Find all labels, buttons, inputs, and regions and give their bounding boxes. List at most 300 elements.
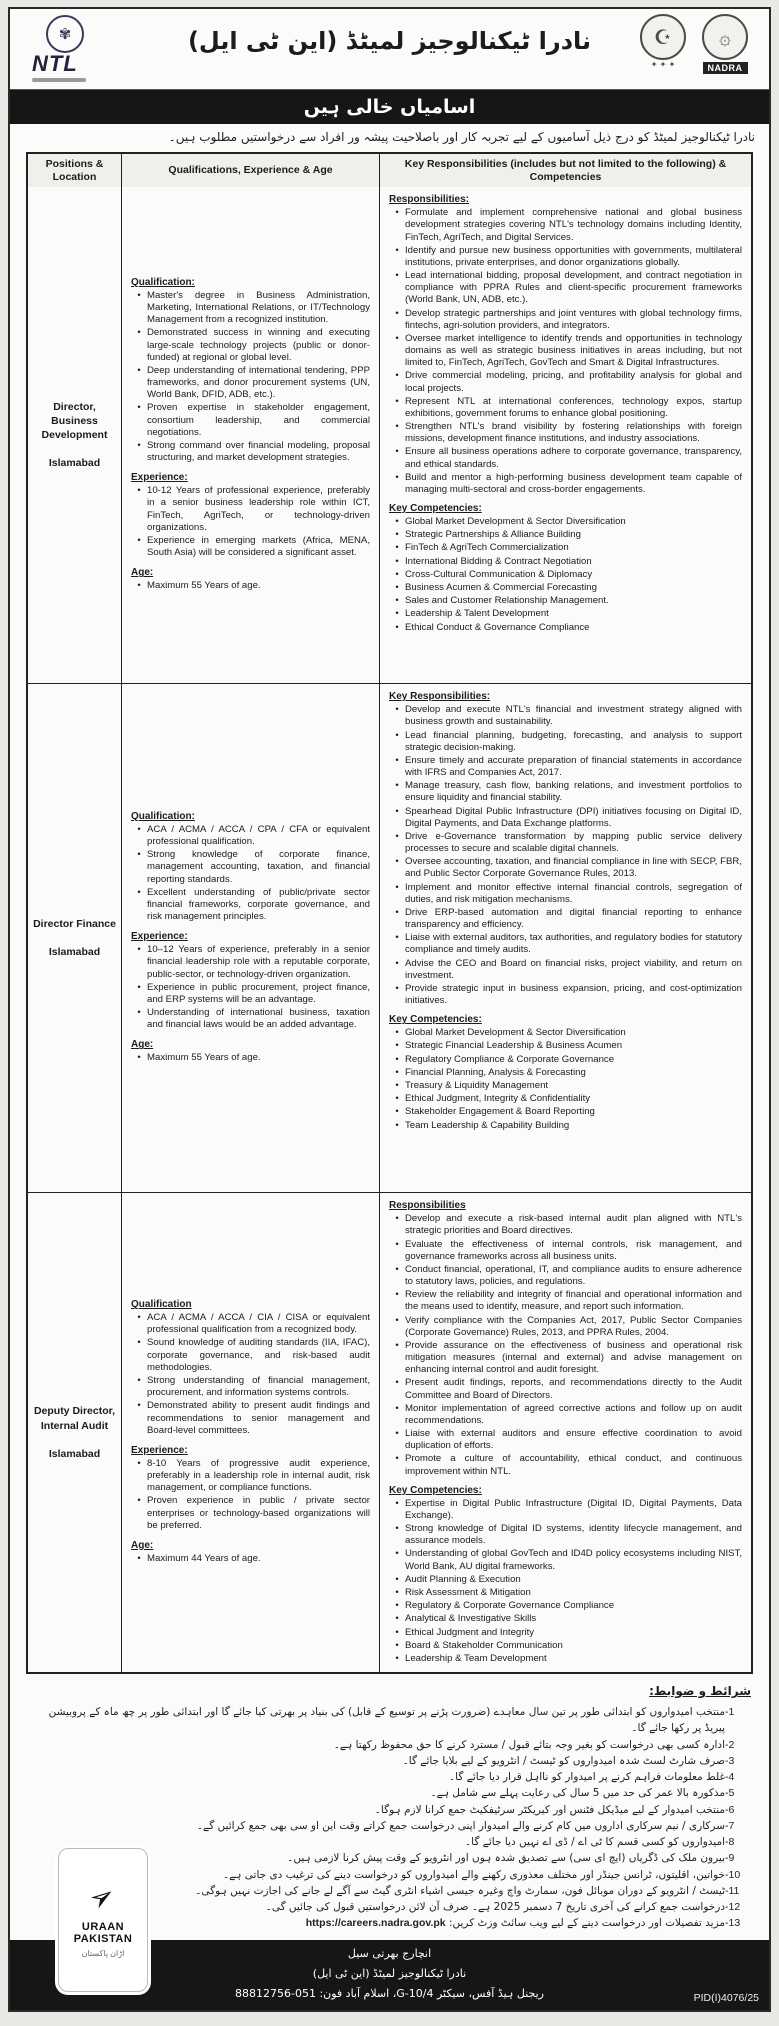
position-city: Islamabad [48,457,101,470]
experience-list [131,944,370,1032]
bullet-text: Represent NTL at international conferences, technology expos, startup exhibitions, government forums to enhance global positioning. [405,395,742,419]
bullet-icon: • [137,849,141,861]
experience-list [131,1458,370,1533]
term-number: -2 [725,1738,735,1751]
bullet-text: Develop strategic partnerships and joint ventures with global technology firms, fintechs, agri-solution providers, and integrators. [405,307,742,331]
term-number: -11 [725,1884,740,1897]
term-item [24,1753,751,1769]
term-item [24,1818,751,1834]
bullet-text: Maximum 55 Years of age. [147,580,261,592]
bullet-icon: • [395,1339,399,1351]
terms-heading: شرائط و ضوابط: [649,1684,751,1699]
bullet-text: Demonstrated success in winning and executing large-scale technology projects (public or donor-funded) at regional or global level. [147,327,370,363]
term-text: بیرون ملک کی ڈگریاں (ایچ ای سی) سے تصدیق شدہ ہوں اور انٹرویو کے وقت پیش کرنا لازمی ہیں۔ [287,1852,725,1865]
bullet-text: Financial Planning, Analysis & Forecasting [405,1066,586,1078]
bullet-item [389,1498,742,1522]
term-text: ادارہ کسی بھی درخواست کو بغیر وجہ بتائے قبول / مسترد کرنے کا حق محفوظ رکھتا ہے۔ [333,1738,725,1751]
bullet-icon: • [137,289,141,301]
bullet-icon: • [395,1613,399,1625]
bullet-item [389,308,742,332]
bullet-text: Master's degree in Business Administration, Marketing, International Relations, or IT/Technology Management from a recognized institution. [147,289,370,326]
bullet-item [389,1315,742,1339]
bullet-item [389,1403,742,1427]
bullet-item [131,1337,370,1374]
section-heading: Age: [131,567,154,579]
bullet-text: Develop and execute NTL's financial and investment strategy aligned with business growth and sustainability. [405,704,742,728]
bullet-text: Sound knowledge of auditing standards (IIA, IFAC), corporate governance, and risk-based audit methodologies. [147,1337,370,1373]
bullet-item [389,1213,742,1237]
nadra-logo [699,14,751,74]
bullet-item [131,535,370,559]
bullet-text: Global Market Development & Sector Diversification [405,516,626,528]
term-text: غلط معلومات فراہم کرنے پر امیدوار کو نااہل قرار دیا جائے گا۔ [449,1771,725,1784]
emblems [637,14,751,74]
bullet-text: 8-10 Years of progressive audit experience, preferably in a leadership role in internal audit, risk management, or compliance functions. [147,1457,370,1494]
bullet-text: Identify and pursue new business opportunities with governments, multilateral institutions, private enterprises, and donor organizations globally. [405,244,742,268]
section-heading: Responsibilities [389,1200,466,1212]
bullet-item [131,580,370,592]
bullet-item [389,608,742,620]
responsibilities-cell [380,684,751,1192]
job-row [28,187,751,683]
bullet-text: Understanding of international business, taxation and financial laws would be an added advantage. [147,1007,370,1031]
bullet-text: Ethical Judgment and Integrity [405,1626,535,1638]
responsibilities-cell [380,187,751,683]
bullet-text: Expertise in Digital Public Infrastructure (Digital ID, Digital Payments, Data Exchange). [405,1497,742,1521]
bullet-item [389,1054,742,1066]
bullet-item [131,887,370,924]
term-number: -10 [725,1868,741,1881]
bullet-icon: • [137,534,141,546]
bullet-item [389,270,742,307]
bullet-item [389,1027,742,1039]
bullet-icon: • [137,439,141,451]
bullet-item [131,1400,370,1437]
bullet-icon: • [137,1312,141,1324]
bullet-item [389,333,742,370]
bullet-icon: • [395,754,399,766]
bullet-text: Oversee accounting, taxation, and financial compliance in line with SECP, FBR, and Public Sector Corporate Governance Rules, 2013. [405,856,742,880]
responsibilities-cell [380,1193,751,1672]
bullet-icon: • [395,529,399,541]
bullet-text: Strong knowledge of Digital ID systems, identity lifecycle management, and assurance models. [405,1523,742,1547]
bullet-item [131,1458,370,1495]
age-list [131,580,370,593]
bullet-icon: • [395,621,399,633]
bullet-text: Excellent understanding of public/private sector financial frameworks, corporate governance, and risk management principles. [147,886,370,923]
section-heading: Key Competencies: [389,1014,482,1026]
term-number: -7 [725,1819,735,1832]
bullet-text: Team Leadership & Capability Building [405,1119,570,1131]
responsibilities-list [389,704,742,1007]
bullet-icon: • [395,307,399,319]
bullet-icon: • [395,982,399,994]
bullet-item [389,1264,742,1288]
section-heading: Experience: [131,1444,188,1456]
bullet-text: Audit Planning & Execution [405,1573,521,1585]
bullet-icon: • [395,1263,399,1275]
experience-list [131,485,370,560]
bullet-icon: • [395,332,399,344]
bullet-text: 10–12 Years of experience, preferably in a senior financial leadership role with a reputable corporate, public-sector, or technology-driven organization. [147,944,370,980]
bullet-icon: • [137,886,141,898]
bullet-text: Present audit findings, reports, and recommendations directly to the Audit Committee and Board of Directors. [405,1377,742,1401]
bullet-item [389,780,742,804]
bullet-text: Strong command over financial modeling, proposal structuring, and market development strategies. [147,439,370,464]
ntl-logo-tagline [32,78,86,82]
bullet-item [389,856,742,880]
term-text: ٹیسٹ / انٹرویو کے دوران موبائل فون، سمارٹ واچ وغیرہ جیسی اشیاء انٹری گیٹ سے آگے لے جانے کی اجازت نہیں ہوگی۔ [195,1884,725,1897]
ntl-logo-icon: ✾ [46,15,84,53]
nadra-logo-text: NADRA [703,62,748,74]
bullet-icon: • [395,370,399,382]
bullet-text: Ethical Judgment, Integrity & Confidentiality [405,1093,591,1105]
qualifications-cell [122,187,380,683]
bullet-text: Sales and Customer Relationship Management. [405,595,609,607]
bullet-item [389,542,742,554]
bullet-icon: • [137,823,141,835]
bullet-item [389,1627,742,1639]
term-number: -6 [725,1803,735,1816]
column-header-responsibilities: Key Responsibilities (includes but not limited to the following) & Competencies [404,158,727,183]
term-number: -13 [725,1917,741,1930]
bullet-icon: • [395,1377,399,1389]
bullet-icon: • [395,856,399,868]
bullet-icon: • [395,421,399,433]
bullet-item [389,472,742,496]
bullet-icon: • [137,1052,141,1064]
bullet-text: Experience in public procurement, project finance, and ERP systems will be an advantage. [147,981,370,1005]
bullet-text: Monitor implementation of agreed corrective actions and follow up on audit recommendations. [405,1402,742,1426]
bullet-item [389,396,742,420]
bullet-text: Liaise with external auditors and ensure effective coordination to avoid duplication of efforts. [405,1428,742,1452]
bullet-icon: • [395,568,399,580]
bullet-item [389,1040,742,1052]
bullet-item [389,755,742,779]
bullet-item [389,1640,742,1652]
bullet-text: Board & Stakeholder Communication [405,1639,563,1651]
bullet-item [389,1080,742,1092]
bullet-item [389,370,742,394]
section-heading: Experience: [131,931,188,943]
bullet-icon: • [395,1080,399,1091]
term-text: منتخب امیدواروں کو ابتدائی طور پر تین سال معاہدے (ضرورت پڑنے پر توسیع کے قابل) کی بنیاد پر بھرتی کیا جائے گا اور ابتدائی طور پر چھ ماہ کے پروبیشن پیریڈ پر رکھا جائے گا۔ [48,1706,725,1735]
bullet-icon: • [137,327,141,339]
bullet-text: Promote a culture of accountability, ethical conduct, and continuous improvement within NTL. [405,1453,742,1477]
bullet-icon: • [395,1093,399,1105]
jobs-table [26,152,753,1674]
bullet-item [389,1587,742,1599]
bullet-text: Ethical Conduct & Governance Compliance [405,621,590,633]
bullet-text: Deep understanding of international tendering, PPP frameworks, and donor procurement systems (UN, World Bank, DFID, ADB, etc.). [147,364,370,401]
term-number: -1 [725,1706,735,1719]
section-heading: Key Competencies: [389,503,482,515]
bullet-text: Proven experience in public / private sector enterprises or technology-based organizations will be preferred. [147,1495,370,1531]
bullet-text: Evaluate the effectiveness of internal controls, risk management, and governance frameworks across all business units. [405,1238,742,1262]
bullet-icon: • [137,580,141,592]
bullet-icon: • [395,1238,399,1250]
bullet-text: Strong understanding of financial management, procurement, and information systems controls. [147,1375,370,1399]
position-location-cell [28,684,122,1192]
bullet-item [131,1007,370,1031]
bullet-icon: • [137,1552,141,1564]
bullet-icon: • [395,932,399,944]
uraan-pakistan-logo: ➢ URAAN PAKISTAN اڑان پاکستان [58,1848,148,1992]
bullet-icon: • [137,1337,141,1349]
nadra-emblem-icon: ۞ [702,14,748,60]
bullet-icon: • [137,1007,141,1019]
term-text: درخواست جمع کرانے کی آخری تاریخ 7 دسمبر 2025 ہے۔ صرف آن لائن درخواستیں قبول کی جائیں گی۔ [265,1901,725,1914]
bullet-text: Verify compliance with the Companies Act, 2017, Public Sector Companies (Corporate Governance) Rules, 2013, and PPRA Rules, 2004. [405,1314,742,1338]
intro-text: نادرا ٹیکنالوجیز لمیٹڈ کو درج ذیل آسامیوں کے لیے تجربہ کار اور باصلاحیت پیشہ ور افراد سے درخواستیں مطلوب ہیں۔ [168,130,755,144]
bullet-item [389,882,742,906]
bullet-item [389,245,742,269]
bullet-icon: • [395,446,399,458]
bullet-icon: • [137,485,141,497]
bullet-icon: • [395,542,399,554]
bullet-item [389,207,742,244]
bullet-item [389,516,742,528]
section-heading: Experience: [131,472,188,484]
bullet-item [131,849,370,886]
bullet-text: Strengthen NTL's brand visibility by fostering relationships with foreign missions, development finance institutions, and industry associations. [405,421,742,445]
bullet-text: Strong knowledge of corporate finance, management accounting, taxation, and financial reporting standards. [147,849,370,885]
bullet-item [389,1106,742,1118]
term-text: خواتین، اقلیتوں، ٹرانس جینڈر اور مختلف معذوری رکھنے والے امیدواروں کو درخواست دینے کی ترغیب دی جاتی ہے۔ [222,1868,725,1881]
section-heading: Responsibilities: [389,194,470,206]
bullet-icon: • [137,402,141,414]
bullet-icon: • [395,1066,399,1078]
bullet-text: Treasury & Liquidity Management [405,1080,549,1091]
bullet-icon: • [395,1587,399,1598]
bullet-item [389,958,742,982]
age-list [131,1052,370,1065]
bullet-item [389,569,742,581]
bullet-icon: • [137,1457,141,1469]
bullet-icon: • [395,595,399,607]
bullet-item [389,704,742,728]
bullet-icon: • [395,582,399,593]
footer-line: نادرا ٹیکنالوجیز لمیٹڈ (این ٹی ایل) [312,1966,467,1980]
bullet-text: Provide assurance on the effectiveness of business and operational risk mitigation measures (internal and external) and advise management on enhancing internal control and audit foresight. [405,1339,742,1376]
bullet-text: Business Acumen & Commercial Forecasting [405,582,597,593]
bullet-item [131,327,370,364]
bullet-icon: • [395,1289,399,1301]
bullet-item [389,1120,742,1132]
term-text: امیدواروں کو کسی قسم کا ٹی اے / ڈی اے نہیں دیا جائے گا۔ [465,1836,725,1849]
pid-number: PID(I)4076/25 [693,1992,759,2004]
header [10,9,769,90]
bullet-item [389,1653,742,1665]
position-location-cell [28,1193,122,1672]
bullet-item [131,1495,370,1532]
bullet-text: FinTech & AgriTech Commercialization [405,542,569,554]
bullet-item [389,983,742,1007]
responsibilities-list [389,207,742,496]
bullet-item [389,1093,742,1105]
bullet-item [131,1052,370,1064]
bullet-text: Maximum 55 Years of age. [147,1052,261,1064]
term-number: -4 [725,1771,735,1784]
term-number: -5 [725,1787,735,1800]
bullet-text: Manage treasury, cash flow, banking relations, and investment portfolios to ensure liquidity and financial stability. [405,780,742,804]
bullet-text: Review the reliability and integrity of financial and operational information and the means used to identify, measure, and report such information. [405,1289,742,1313]
bullet-item [389,806,742,830]
bullet-text: Drive e-Governance transformation by mapping public service delivery processes to secure and scalable digital channels. [405,830,742,855]
bullet-icon: • [395,471,399,483]
bullet-item [389,1613,742,1625]
bullet-text: Conduct financial, operational, IT, and compliance audits to ensure adherence to statutory laws, policies, and regulations. [405,1263,742,1288]
bullet-text: Build and mentor a high-performing business development team capable of managing multi-sectoral and cross-border engagements. [405,471,742,495]
bullet-text: Lead financial planning, budgeting, forecasting, and analysis to support strategic decision-making. [405,729,742,753]
bullet-item [131,1312,370,1336]
term-item [24,1737,751,1753]
bullet-icon: • [395,1027,399,1039]
bullet-text: Demonstrated ability to present audit findings and recommendations to senior management and Board-level committees. [147,1400,370,1436]
bullet-icon: • [137,981,141,993]
competencies-list [389,1027,742,1131]
term-text: صرف شارٹ لسٹ شدہ امیدواروں کو ٹیسٹ / انٹرویو کے لیے بلایا جائے گا۔ [402,1754,725,1767]
responsibilities-list [389,1213,742,1478]
table-header-row [28,154,751,187]
term-number: -3 [725,1754,735,1767]
bullet-text: International Bidding & Contract Negotiation [405,555,592,567]
column-header-positions: Positions & Location [28,154,122,187]
bullet-item [389,529,742,541]
bullet-text: Regulatory & Corporate Governance Compliance [405,1600,615,1612]
bullet-icon: • [395,270,399,282]
section-heading: Age: [131,1039,154,1051]
bullet-text: Understanding of global GovTech and ID4D policy ecosystems including NIST, World Bank, AU digital frameworks. [405,1548,742,1572]
bullet-text: Analytical & Investigative Skills [405,1613,537,1625]
bullet-icon: • [395,1600,399,1612]
bullet-item [131,1375,370,1399]
position-title: Director, Business Development [41,400,108,442]
bullet-icon: • [395,1548,399,1560]
bullet-item [131,402,370,439]
bullet-text: Regulatory Compliance & Corporate Governance [405,1053,615,1065]
bullet-item [389,595,742,607]
section-heading: Key Responsibilities: [389,691,491,703]
qualifications-cell [122,1193,380,1672]
bullet-text: Stakeholder Engagement & Board Reporting [405,1106,595,1118]
bullet-text: Ensure timely and accurate preparation of financial statements in accordance with IFRS and Companies Act, 2017. [405,754,742,779]
bullet-icon: • [395,207,399,219]
bullet-text: Strategic Partnerships & Alliance Building [405,529,581,541]
term-item [24,1802,751,1818]
bullet-text: Experience in emerging markets (Africa, MENA, South Asia) will be considered a significant asset. [147,534,370,559]
bullet-icon: • [395,704,399,716]
bullet-icon: • [395,1428,399,1440]
bullet-icon: • [395,1040,399,1052]
bullet-item [389,1574,742,1586]
bullet-icon: • [395,881,399,893]
bullet-icon: • [395,780,399,792]
bullet-item [389,1453,742,1477]
bullet-icon: • [395,729,399,741]
bullet-text: Drive ERP-based automation and digital financial reporting to enhance transparency and efficiency. [405,906,742,931]
term-number: -9 [725,1852,735,1865]
ntl-logo-text: NTL [32,51,78,76]
term-text: سرکاری / نیم سرکاری اداروں میں کام کرنے والے امیدوار اپنی درخواست جمع کراتے وقت این او سی بھی جمع کرائیں گے۔ [196,1819,725,1832]
bullet-item [131,944,370,981]
position-title: Director Finance [33,918,116,931]
bullet-text: Spearhead Digital Public Infrastructure (DPI) initiatives focusing on Digital ID, Digital Payments, and Data Exchange platforms. [405,805,742,829]
bullet-icon: • [137,1495,141,1507]
bullet-text: Proven expertise in stakeholder engagement, consortium leadership, and commercial negotiations. [147,402,370,438]
bullet-item [389,446,742,470]
section-heading: Key Competencies: [389,1484,482,1496]
position-title: Deputy Director, Internal Audit [33,1405,116,1432]
qualifications-cell [122,684,380,1192]
competencies-list [389,1498,742,1665]
bullet-item [389,582,742,594]
bullet-item [389,1377,742,1401]
bullet-icon: • [395,830,399,842]
bullet-item [389,932,742,956]
term-number: -12 [725,1901,741,1914]
bullet-item [389,1600,742,1612]
bullet-icon: • [395,1213,399,1225]
bullet-item [389,831,742,855]
bullet-item [131,824,370,848]
bullet-icon: • [395,1626,399,1638]
term-number: -8 [725,1836,735,1849]
bullet-item [389,1548,742,1572]
term-text: مزید تفصیلات اور درخواست دینے کے لیے ویب سائٹ وزٹ کریں: https://careers.nadra.gov.pk [305,1917,725,1930]
job-row [28,683,751,1192]
bullet-text: Develop and execute a risk-based internal audit plan aligned with NTL's strategic priorities and Board directives. [405,1213,742,1237]
footer-line: ریجنل ہیڈ آفس، سیکٹر G-10/4، اسلام آباد فون: 051-88812756 [234,1986,544,2000]
bullet-icon: • [137,944,141,956]
qualification-list [131,290,370,465]
bullet-icon: • [395,1402,399,1414]
bullet-text: Risk Assessment & Mitigation [405,1587,531,1598]
bullet-item [131,290,370,327]
bullet-text: Lead international bidding, proposal development, and contract negotiation in compliance with PPRA Rules and client-specific procurement frameworks (World Bank, UN, ADB, etc.). [405,270,742,306]
pakistan-emblem-icon: ☪ ✦ ✦ ✦ [637,14,689,74]
bullet-icon: • [395,1106,399,1118]
bullet-icon: • [395,244,399,256]
bullet-icon: • [395,1314,399,1326]
bullet-text: Ensure all business operations adhere to corporate governance, transparency, and ethical standards. [405,446,742,470]
bullet-text: Oversee market intelligence to identify trends and opportunities in technology domains as well as strategic business initiatives in areas including, but not limited to, FinTech, AgriTech, GovTech and Smart & Digital Infrastructures. [405,332,742,369]
bullet-icon: • [395,1523,399,1535]
bullet-text: Cross-Cultural Communication & Diplomacy [405,568,593,580]
bullet-icon: • [395,1453,399,1465]
bullet-item [131,365,370,402]
bullet-text: 10-12 Years of professional experience, preferably in a senior business leadership role within ICT, FinTech, AgriTech, or technology-driven organizations. [147,485,370,533]
term-item [24,1704,751,1737]
bullet-item [389,1523,742,1547]
bullet-icon: • [395,1053,399,1065]
bullet-icon: • [395,1573,399,1585]
bullet-icon: • [395,906,399,918]
bullet-item [389,1289,742,1313]
section-heading: Qualification [131,1299,192,1311]
section-heading: Qualification: [131,276,195,288]
bullet-text: Leadership & Talent Development [405,608,549,620]
uraan-tagline: اڑان پاکستان [81,1948,125,1958]
bullet-icon: • [137,364,141,376]
footer-line: انچارج بھرتی سیل [347,1947,432,1960]
bullet-item [389,1428,742,1452]
bullet-text: ACA / ACMA / ACCA / CPA / CFA or equivalent professional qualification. [147,823,370,847]
section-heading: Qualification: [131,810,195,822]
bullet-item [389,1340,742,1377]
bullet-icon: • [395,1652,399,1664]
bullet-icon: • [395,555,399,567]
